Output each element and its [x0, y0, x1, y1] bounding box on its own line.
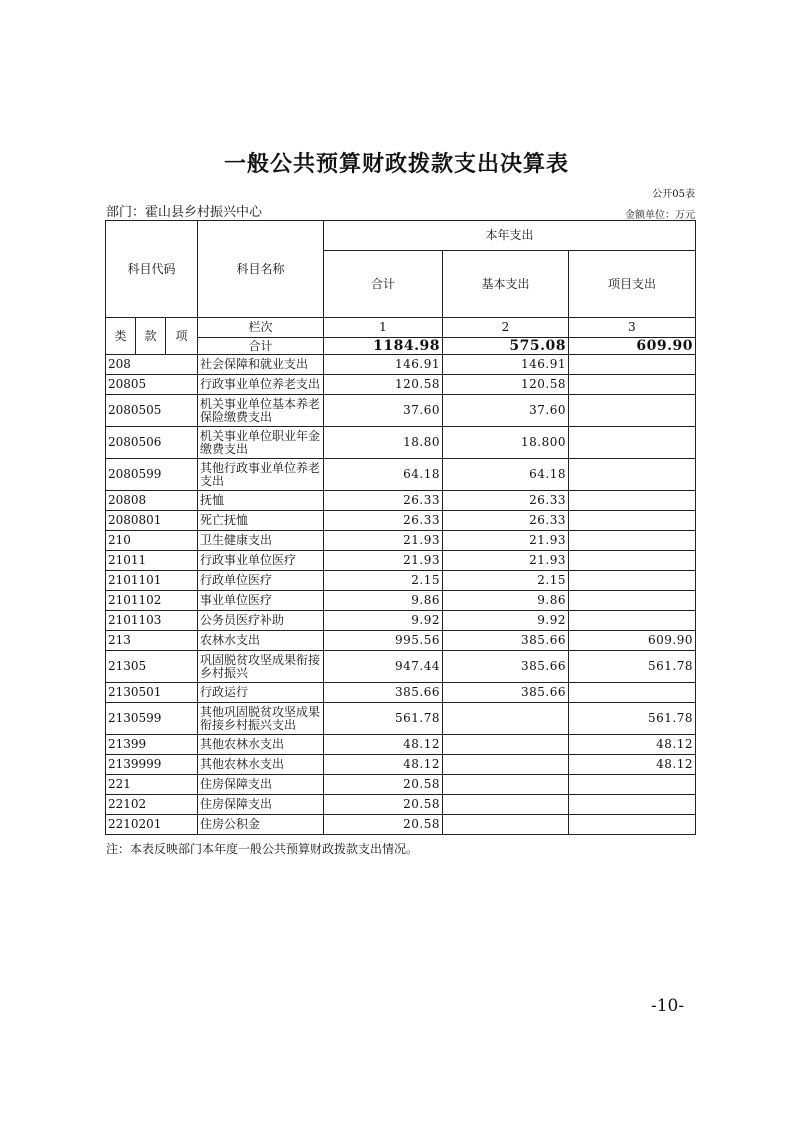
- row-total: 385.66: [324, 683, 443, 703]
- row-project: [569, 427, 696, 459]
- row-name: 卫生健康支出: [198, 531, 324, 551]
- row-code: 2101103: [106, 611, 198, 631]
- row-name: 行政事业单位养老支出: [198, 375, 324, 395]
- row-name: 机关事业单位职业年金缴费支出: [198, 427, 324, 459]
- row-project: [569, 775, 696, 795]
- row-project: 48.12: [569, 735, 696, 755]
- row-total: 2.15: [324, 571, 443, 591]
- table-row: [106, 703, 696, 735]
- row-name: 住房保障支出: [198, 775, 324, 795]
- row-code: 2139999: [106, 755, 198, 775]
- row-total: 120.58: [324, 375, 443, 395]
- row-name: 行政事业单位医疗: [198, 551, 324, 571]
- table-row: [106, 651, 696, 683]
- amount-unit: 金额单位：万元: [625, 210, 695, 221]
- row-total: 21.93: [324, 551, 443, 571]
- table-row: [106, 775, 696, 795]
- row-name: 其他农林水支出: [198, 735, 324, 755]
- table-row: [106, 795, 696, 815]
- row-name: 其他行政事业单位养老支出: [198, 459, 324, 491]
- header-col3: 3: [569, 318, 696, 338]
- row-basic: [443, 795, 569, 815]
- row-basic: 21.93: [443, 551, 569, 571]
- form-number: 公开05表: [652, 189, 695, 200]
- header-total: 合计: [324, 251, 443, 318]
- row-project: [569, 815, 696, 835]
- row-basic: 18.800: [443, 427, 569, 459]
- row-project: [569, 459, 696, 491]
- row-project: [569, 375, 696, 395]
- row-name: 死亡抚恤: [198, 511, 324, 531]
- row-code: 21399: [106, 735, 198, 755]
- row-project: 561.78: [569, 651, 696, 683]
- table-row: [106, 355, 696, 375]
- row-code: 2101102: [106, 591, 198, 611]
- table-row: [106, 395, 696, 427]
- row-name: 住房保障支出: [198, 795, 324, 815]
- table-row: [106, 427, 696, 459]
- row-basic: 120.58: [443, 375, 569, 395]
- table-row: [106, 551, 696, 571]
- row-name: 其他巩固脱贫攻坚成果衔接乡村振兴支出: [198, 703, 324, 735]
- row-name: 巩固脱贫攻坚成果衔接乡村振兴: [198, 651, 324, 683]
- row-basic: 385.66: [443, 651, 569, 683]
- row-basic: 64.18: [443, 459, 569, 491]
- total-sum: 1184.98: [324, 338, 443, 355]
- row-basic: [443, 703, 569, 735]
- table-row: [106, 755, 696, 775]
- page-title: 一般公共预算财政拨款支出决算表: [223, 151, 569, 177]
- table-row: [106, 611, 696, 631]
- page-number: -10-: [651, 996, 685, 1016]
- row-project: [569, 511, 696, 531]
- row-total: 20.58: [324, 775, 443, 795]
- table-row: [106, 491, 696, 511]
- row-project: [569, 551, 696, 571]
- row-basic: 146.91: [443, 355, 569, 375]
- row-total: 947.44: [324, 651, 443, 683]
- row-code: 20805: [106, 375, 198, 395]
- total-basic: 575.08: [443, 338, 569, 355]
- header-col1: 1: [324, 318, 443, 338]
- header-project: 项目支出: [569, 251, 696, 318]
- row-code: 21305: [106, 651, 198, 683]
- row-code: 2080801: [106, 511, 198, 531]
- row-name: 其他农林水支出: [198, 755, 324, 775]
- row-code: 22102: [106, 795, 198, 815]
- row-total: 26.33: [324, 511, 443, 531]
- row-code: 2130599: [106, 703, 198, 735]
- row-project: [569, 795, 696, 815]
- row-basic: 385.66: [443, 683, 569, 703]
- row-basic: 9.92: [443, 611, 569, 631]
- row-name: 行政单位医疗: [198, 571, 324, 591]
- row-total: 146.91: [324, 355, 443, 375]
- row-code: 213: [106, 631, 198, 651]
- row-project: [569, 591, 696, 611]
- header-current-year: 本年支出: [324, 221, 696, 251]
- row-project: [569, 571, 696, 591]
- table-row: [106, 683, 696, 703]
- table-row: [106, 631, 696, 651]
- header-xiang: 项: [166, 318, 198, 355]
- row-project: [569, 531, 696, 551]
- row-basic: 37.60: [443, 395, 569, 427]
- header-row: [106, 221, 696, 251]
- row-project: 609.90: [569, 631, 696, 651]
- row-code: 2080506: [106, 427, 198, 459]
- expenditure-table: [105, 220, 696, 835]
- row-code: 208: [106, 355, 198, 375]
- row-total: 20.58: [324, 815, 443, 835]
- row-project: [569, 395, 696, 427]
- row-name: 公务员医疗补助: [198, 611, 324, 631]
- header-column-no: 栏次: [198, 318, 324, 338]
- header-lei: 类: [106, 318, 136, 355]
- row-total: 48.12: [324, 755, 443, 775]
- row-total: 995.56: [324, 631, 443, 651]
- table-row: [106, 571, 696, 591]
- row-code: 2130501: [106, 683, 198, 703]
- row-name: 机关事业单位基本养老保险缴费支出: [198, 395, 324, 427]
- row-total: 9.92: [324, 611, 443, 631]
- row-basic: 21.93: [443, 531, 569, 551]
- department-label: 部门：霍山县乡村振兴中心: [106, 205, 263, 220]
- header-code: 科目代码: [106, 221, 198, 318]
- header-basic: 基本支出: [443, 251, 569, 318]
- row-total: 9.86: [324, 591, 443, 611]
- row-code: 21011: [106, 551, 198, 571]
- total-label: 合计: [198, 338, 324, 355]
- row-total: 20.58: [324, 795, 443, 815]
- row-total: 48.12: [324, 735, 443, 755]
- total-project: 609.90: [569, 338, 696, 355]
- row-code: 2080599: [106, 459, 198, 491]
- table-row: [106, 459, 696, 491]
- table-row: [106, 531, 696, 551]
- row-basic: 26.33: [443, 491, 569, 511]
- row-basic: 9.86: [443, 591, 569, 611]
- row-basic: [443, 755, 569, 775]
- row-name: 住房公积金: [198, 815, 324, 835]
- row-name: 行政运行: [198, 683, 324, 703]
- row-total: 18.80: [324, 427, 443, 459]
- row-total: 64.18: [324, 459, 443, 491]
- header-col2: 2: [443, 318, 569, 338]
- row-total: 561.78: [324, 703, 443, 735]
- row-name: 社会保障和就业支出: [198, 355, 324, 375]
- column-number-row: [106, 318, 696, 338]
- table-row: [106, 591, 696, 611]
- row-basic: [443, 815, 569, 835]
- row-code: 2080505: [106, 395, 198, 427]
- table-row: [106, 511, 696, 531]
- row-project: [569, 611, 696, 631]
- row-total: 26.33: [324, 491, 443, 511]
- row-basic: [443, 775, 569, 795]
- row-name: 事业单位医疗: [198, 591, 324, 611]
- row-code: 20808: [106, 491, 198, 511]
- row-basic: [443, 735, 569, 755]
- row-total: 21.93: [324, 531, 443, 551]
- table-row: [106, 735, 696, 755]
- table-row: [106, 815, 696, 835]
- row-basic: 385.66: [443, 631, 569, 651]
- row-code: 2101101: [106, 571, 198, 591]
- row-total: 37.60: [324, 395, 443, 427]
- row-name: 农林水支出: [198, 631, 324, 651]
- row-project: 561.78: [569, 703, 696, 735]
- table-row: [106, 375, 696, 395]
- header-kuan: 款: [136, 318, 166, 355]
- row-project: [569, 491, 696, 511]
- row-code: 210: [106, 531, 198, 551]
- row-project: [569, 355, 696, 375]
- row-code: 221: [106, 775, 198, 795]
- row-code: 2210201: [106, 815, 198, 835]
- row-project: 48.12: [569, 755, 696, 775]
- row-project: [569, 683, 696, 703]
- table-note: 注：本表反映部门本年度一般公共预算财政拨款支出情况。: [106, 842, 419, 856]
- row-name: 抚恤: [198, 491, 324, 511]
- row-basic: 2.15: [443, 571, 569, 591]
- header-name: 科目名称: [198, 221, 324, 318]
- row-basic: 26.33: [443, 511, 569, 531]
